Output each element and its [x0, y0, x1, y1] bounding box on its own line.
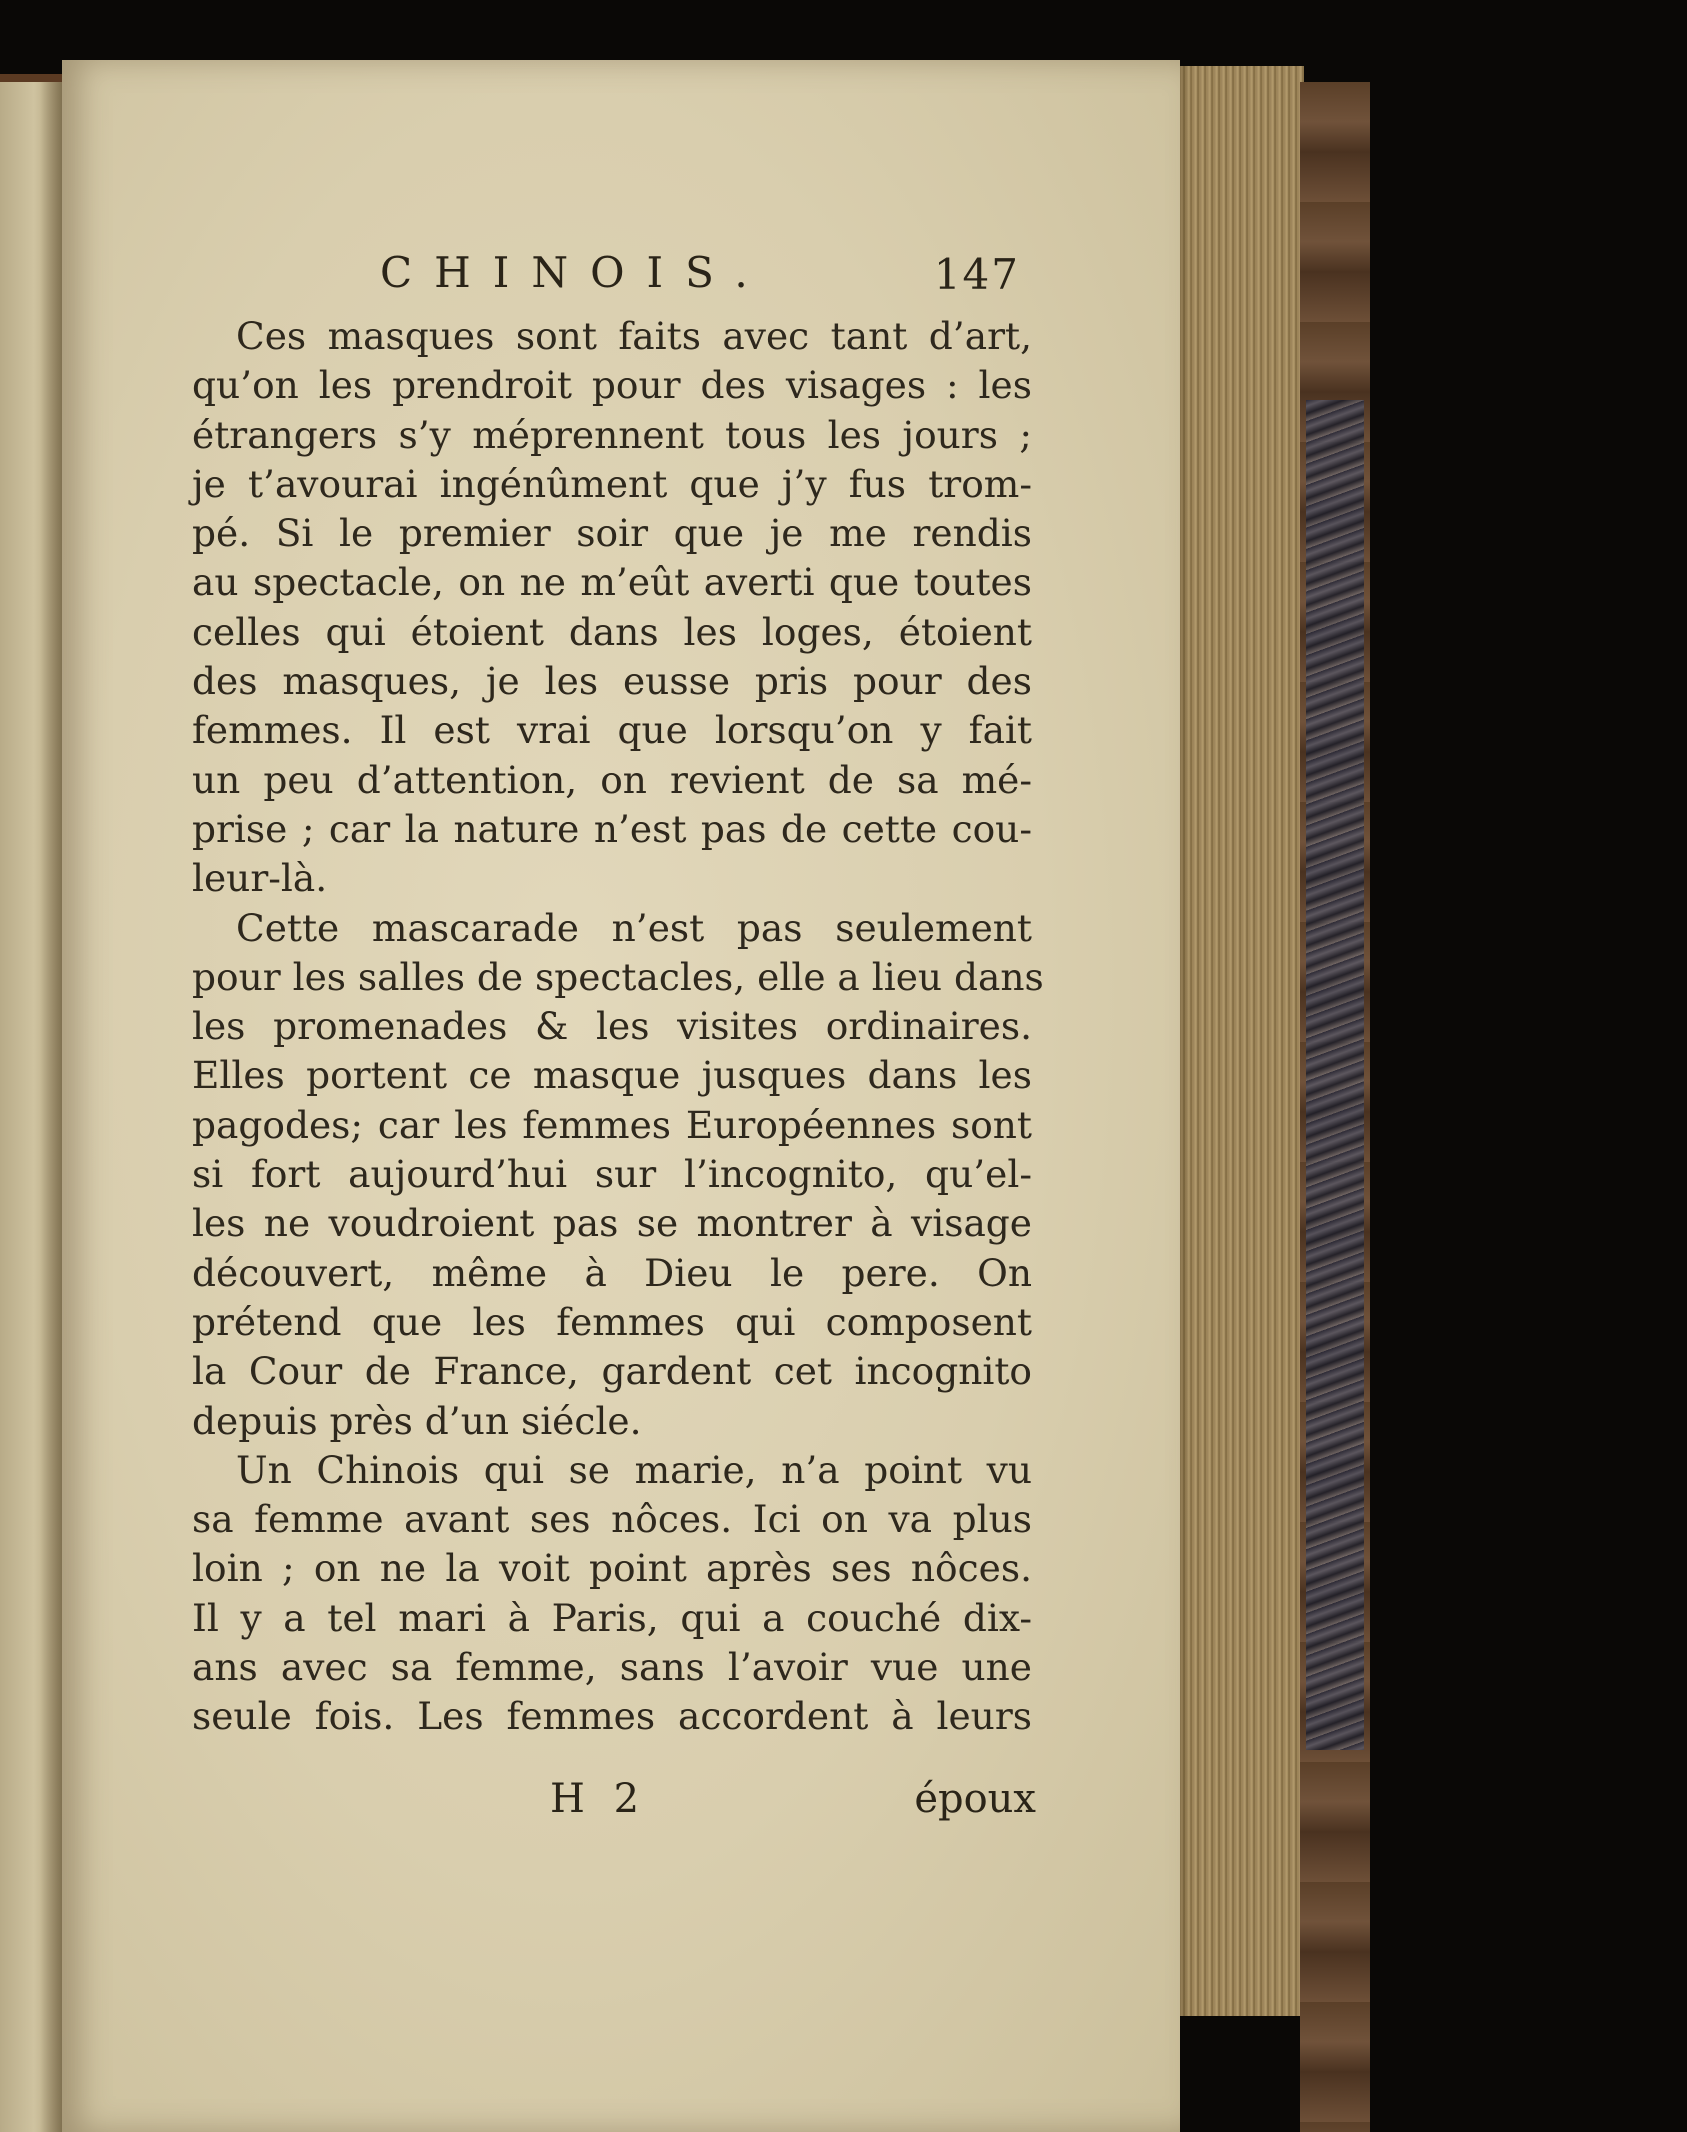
text-line: pé. Si le premier soir que je me rendis [192, 511, 1032, 556]
text-line: étrangers s’y méprennent tous les jours ; [192, 412, 1032, 457]
catchword: époux [914, 1776, 1036, 1822]
page-edges [1172, 66, 1304, 2016]
text-line: seule fois. Les femmes accordent à leurs [192, 1694, 1032, 1739]
text-line: un peu d’attention, on revient de sa mé- [192, 757, 1032, 802]
text-line: pagodes; car les femmes Européennes sont [192, 1102, 1032, 1147]
text-line: Un Chinois qui se marie, n’a point vu [236, 1447, 1032, 1492]
text-line: loin ; on ne la voit point après ses nôces. [192, 1546, 1032, 1591]
text-line: pour les salles de spectacles, elle a lieu dans [192, 954, 1044, 999]
text-line: depuis près d’un siécle. [192, 1398, 642, 1443]
text-line: Il y a tel mari à Paris, qui a couché dix- [192, 1595, 1032, 1640]
text-line: prise ; car la nature n’est pas de cette cou- [192, 806, 1032, 851]
text-line: je t’avourai ingénûment que j’y fus trom- [192, 461, 1032, 506]
page-header [380, 248, 1020, 318]
text-line: si fort aujourd’hui sur l’incognito, qu’el- [192, 1152, 1032, 1197]
marbled-cover [1306, 400, 1364, 1750]
text-line: sa femme avant ses nôces. Ici on va plus [192, 1497, 1032, 1542]
gutter-shadow [40, 82, 62, 2132]
text-line: leur-là. [192, 856, 328, 901]
text-line: ans avec sa femme, sans l’avoir vue une [192, 1645, 1032, 1690]
text-line: la Cour de France, gardent cet incognito [192, 1349, 1032, 1394]
text-line: Ces masques sont faits avec tant d’art, [236, 314, 1032, 358]
text-line: découvert, même à Dieu le pere. On [192, 1250, 1032, 1295]
page-number: 147 [933, 250, 1020, 299]
page-footer [550, 1776, 1036, 1832]
signature-mark: H 2 [550, 1776, 648, 1822]
text-line: celles qui étoient dans les loges, étoient [192, 609, 1032, 654]
text-line: Elles portent ce masque jusques dans les [192, 1053, 1032, 1098]
text-line: au spectacle, on ne m’eût averti que toutes [192, 560, 1032, 605]
text-line: les ne voudroient pas se montrer à visage [192, 1201, 1032, 1246]
text-line: les promenades & les visites ordinaires. [192, 1004, 1032, 1049]
text-line: prétend que les femmes qui composent [192, 1299, 1032, 1344]
text-line: qu’on les prendroit pour des visages : les [192, 363, 1032, 408]
text-line: des masques, je les eusse pris pour des [192, 659, 1032, 704]
text-line: femmes. Il est vrai que lorsqu’on y fait [192, 708, 1032, 753]
body-text [192, 312, 1044, 1742]
text-line: Cette mascarade n’est pas seulement [236, 905, 1032, 950]
running-head: CHINOIS. [380, 248, 770, 297]
